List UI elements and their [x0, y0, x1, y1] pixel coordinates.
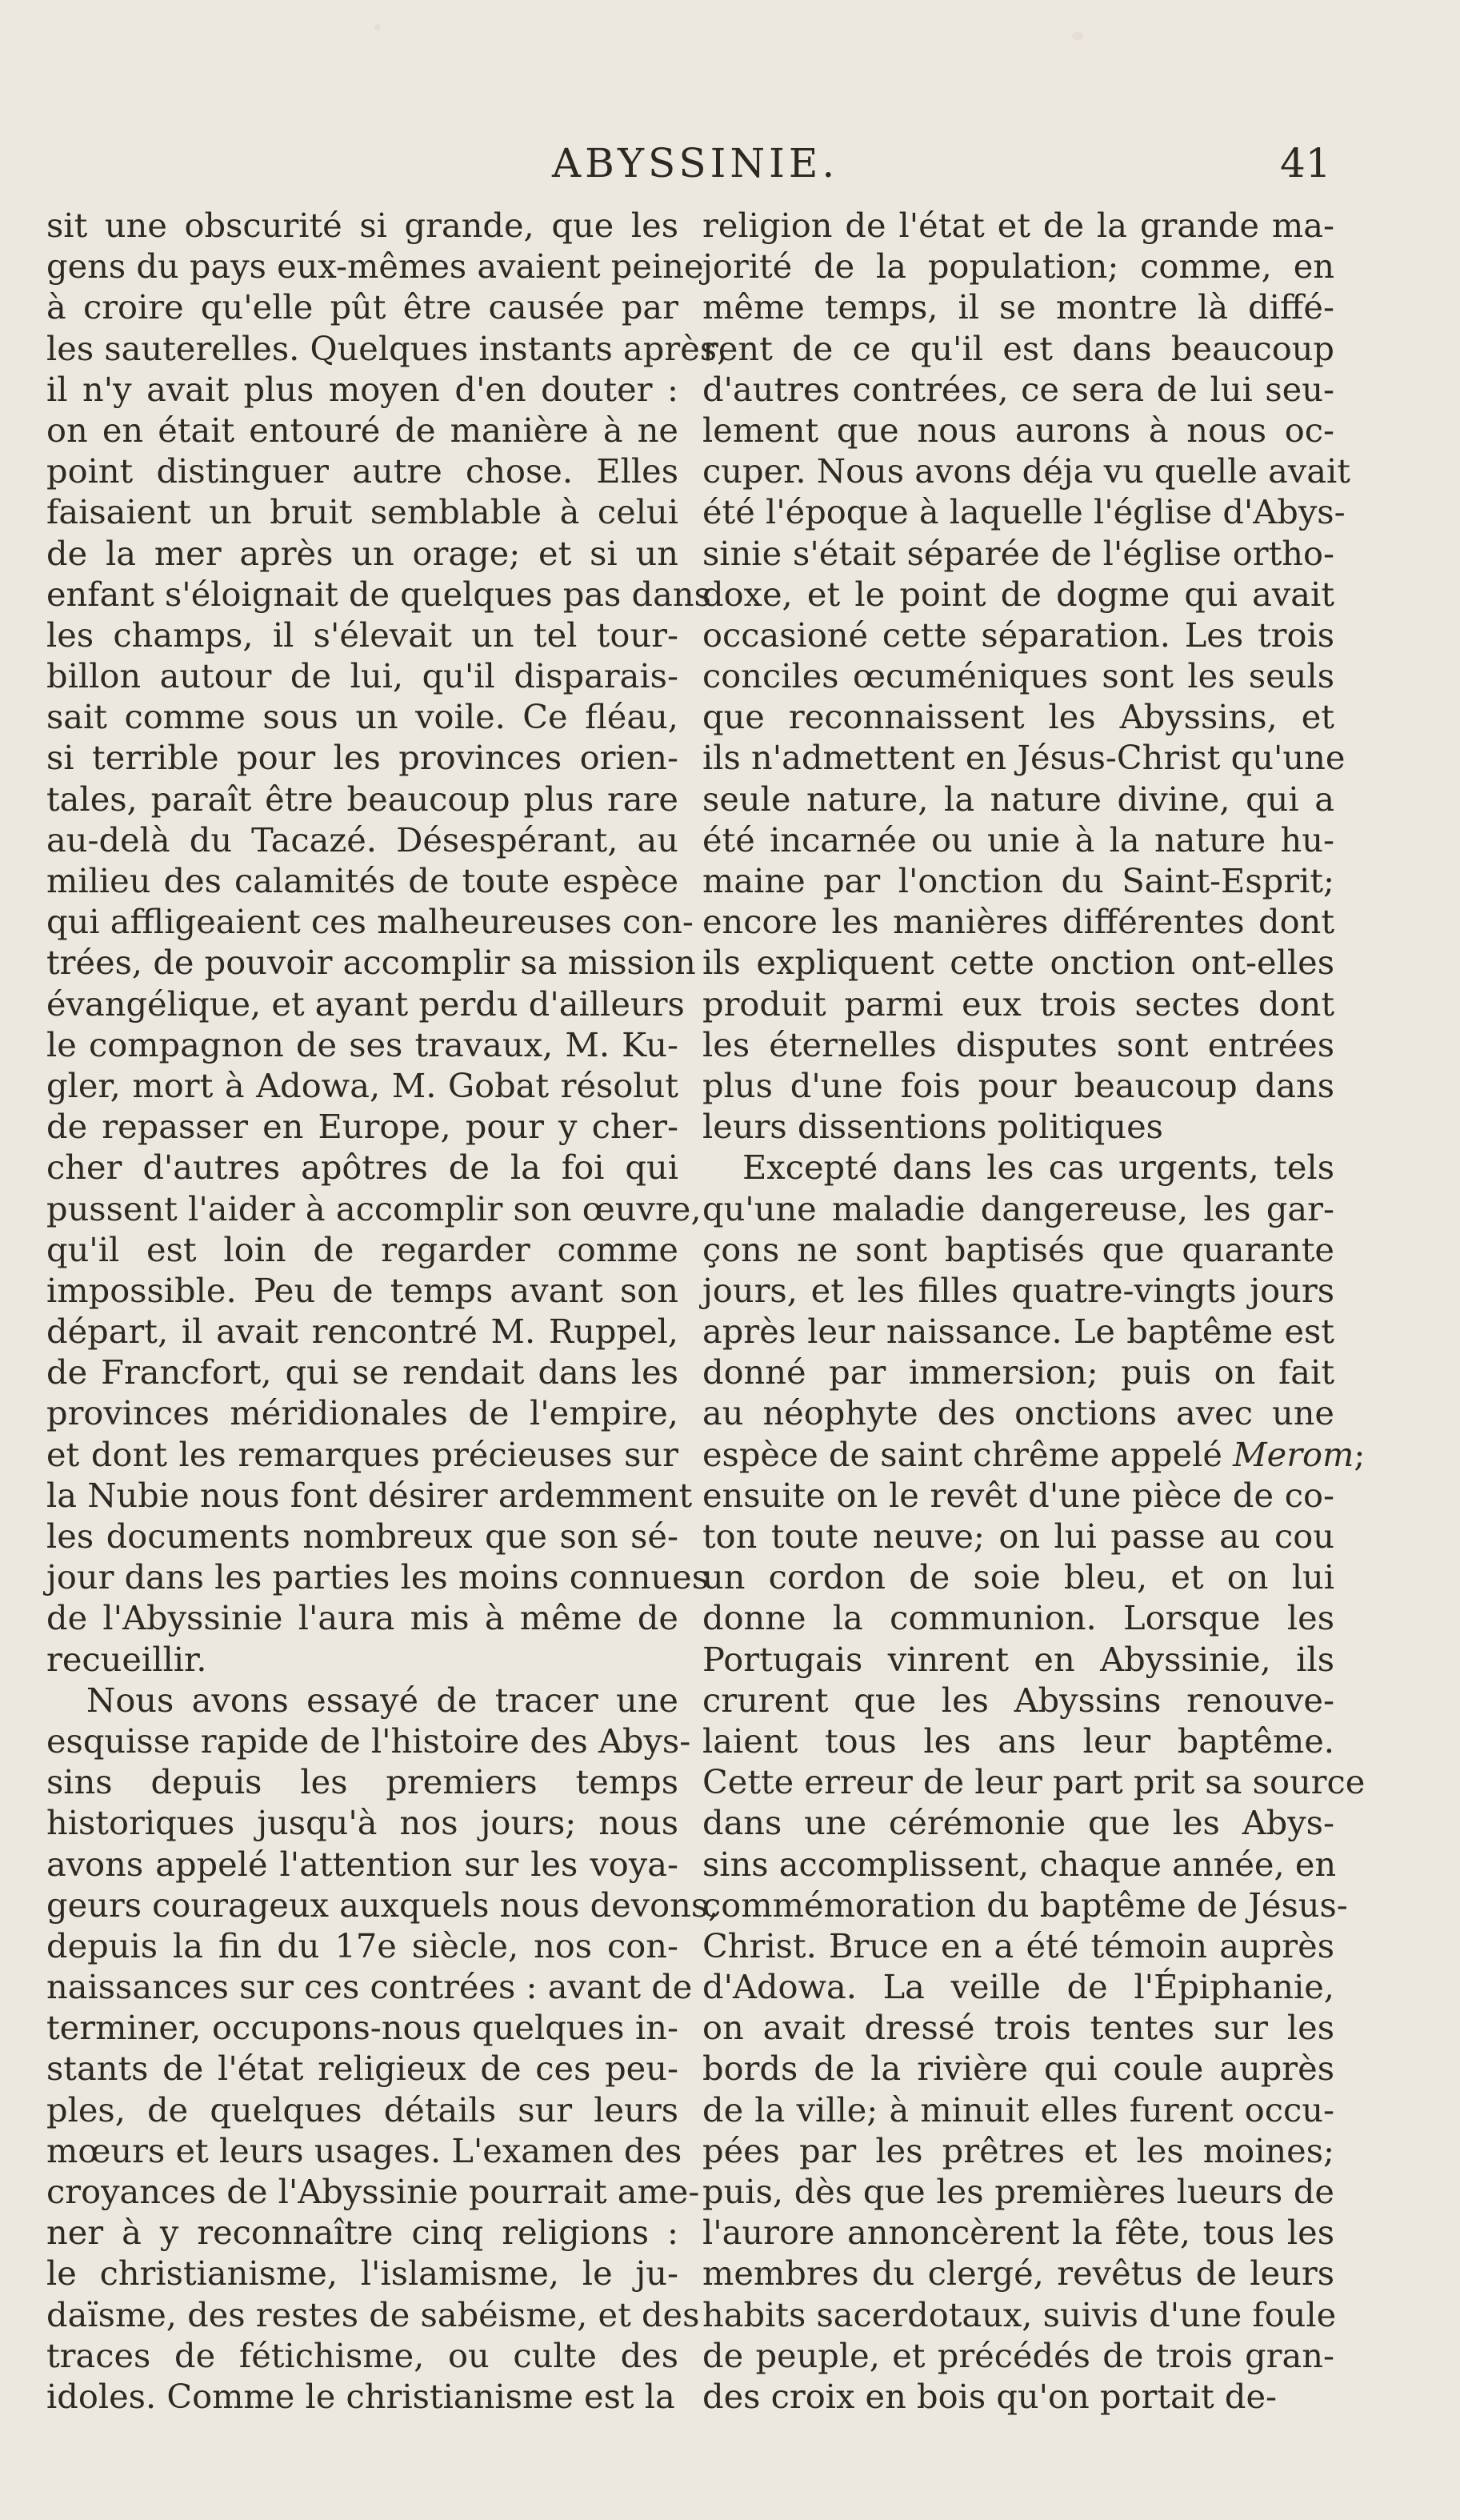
left-column-line: de la mer après un orage; et si un — [46, 533, 678, 573]
left-column-line: la Nubie nous font désirer ardemment — [46, 1475, 693, 1515]
left-column-line: stants de l'état religieux de ces peu- — [46, 2049, 678, 2089]
right-column-line: d'autres contrées, ce sera de lui seu- — [702, 369, 1334, 409]
right-column-line: bords de la rivière qui coule auprès — [702, 2049, 1334, 2089]
right-column-line: produit parmi eux trois sectes dont — [702, 984, 1334, 1024]
right-column-line: Excepté dans les cas urgents, tels — [742, 1148, 1334, 1188]
right-column-line: au néophyte des onctions avec une — [702, 1393, 1334, 1433]
right-column-line: maine par l'onction du Saint-Esprit; — [702, 861, 1334, 900]
paper-stain — [374, 24, 381, 30]
right-column-line: encore les manières différentes dont — [702, 902, 1334, 942]
left-column-line: geurs courageux auxquels nous devons, — [46, 1885, 719, 1925]
left-column-line: gler, mort à Adowa, M. Gobat résolut — [46, 1065, 678, 1105]
left-column-line: si terrible pour les provinces orien- — [46, 738, 678, 778]
left-column-line: tales, paraît être beaucoup plus rare — [46, 779, 678, 819]
right-column-line: d'Adowa. La veille de l'Épiphanie, — [702, 1967, 1334, 2007]
left-column-line: impossible. Peu de temps avant son — [46, 1270, 678, 1310]
right-column-line: des croix en bois qu'on portait de- — [702, 2376, 1278, 2416]
right-column-line: lement que nous aurons à nous oc- — [702, 410, 1334, 450]
right-column-line: conciles œcuméniques sont les seuls — [702, 656, 1334, 696]
left-column-line: de Francfort, qui se rendait dans les — [46, 1352, 678, 1392]
right-column-line: de la ville; à minuit elles furent occu- — [702, 2089, 1334, 2129]
left-text-column — [46, 205, 728, 2417]
paper-stain — [1072, 32, 1083, 40]
right-column-line: occasioné cette séparation. Les trois — [702, 615, 1334, 655]
right-column-line: jours, et les filles quatre-vingts jours — [702, 1270, 1334, 1310]
left-column-line: mœurs et leurs usages. L'examen des — [46, 2130, 682, 2170]
left-column-line: les sauterelles. Quelques instants après, — [46, 328, 728, 368]
left-column-line: au-delà du Tacazé. Désespérant, au — [46, 819, 678, 859]
right-column-line: ils expliquent cette onction ont-elles — [702, 943, 1334, 983]
left-column-line: il n'y avait plus moyen d'en douter : — [46, 369, 678, 409]
left-column-line: avons appelé l'attention sur les voya- — [46, 1844, 678, 1884]
left-column-line: Nous avons essayé de tracer une — [86, 1680, 678, 1720]
left-column-line: cher d'autres apôtres de la foi qui — [46, 1148, 678, 1188]
left-column-line: esquisse rapide de l'histoire des Abys- — [46, 1721, 691, 1761]
right-column-line: commémoration du baptême de Jésus- — [702, 1885, 1348, 1925]
left-column-line: provinces méridionales de l'empire, — [46, 1393, 678, 1433]
left-column-line: ples, de quelques détails sur leurs — [46, 2089, 678, 2129]
left-column-line: évangélique, et ayant perdu d'ailleurs — [46, 984, 685, 1024]
left-column-line: traces de fétichisme, ou culte des — [46, 2335, 678, 2375]
left-column-line: billon autour de lui, qu'il disparais- — [46, 656, 678, 696]
right-column-line: laient tous les ans leur baptême. — [702, 1721, 1334, 1761]
left-column-line: daïsme, des restes de sabéisme, et des — [46, 2294, 700, 2334]
right-column-line: jorité de la population; comme, en — [702, 246, 1334, 286]
right-column-line: dans une cérémonie que les Abys- — [702, 1803, 1334, 1843]
left-column-line: à croire qu'elle pût être causée par — [46, 287, 678, 327]
left-column-line: idoles. Comme le christianisme est la — [46, 2376, 675, 2416]
right-column-line: été l'époque à laquelle l'église d'Abys- — [702, 492, 1346, 532]
left-column-line: de repasser en Europe, pour y cher- — [46, 1107, 678, 1147]
right-column-line: sins accomplissent, chaque année, en — [702, 1844, 1337, 1884]
right-column-line: membres du clergé, revêtus de leurs — [702, 2254, 1334, 2294]
right-column-line: crurent que les Abyssins renouve- — [702, 1680, 1334, 1720]
right-column-line: qu'une maladie dangereuse, les gar- — [702, 1188, 1334, 1228]
right-column-line: donne la communion. Lorsque les — [702, 1598, 1334, 1638]
right-text-column — [702, 205, 1366, 2417]
left-column-line: sins depuis les premiers temps — [46, 1762, 678, 1802]
right-column-line: que reconnaissent les Abyssins, et — [702, 697, 1334, 737]
left-column-line: enfant s'éloignait de quelques pas dans — [46, 574, 711, 614]
right-column-line: Cette erreur de leur part prit sa source — [702, 1762, 1366, 1802]
right-column-line: leurs dissentions politiques — [702, 1107, 1163, 1147]
right-column-line: de peuple, et précédés de trois gran- — [702, 2335, 1334, 2375]
left-column-line: depuis la fin du 17e siècle, nos con- — [46, 1925, 678, 1965]
right-column-line: sinie s'était séparée de l'église ortho- — [702, 533, 1334, 573]
right-column-line: Christ. Bruce en a été témoin auprès — [702, 1925, 1334, 1965]
left-column-line: naissances sur ces contrées : avant de — [46, 1967, 693, 2007]
left-column-line: croyances de l'Abyssinie pourrait ame- — [46, 2172, 700, 2211]
left-column-line: recueillir. — [46, 1639, 207, 1679]
left-column-line: le christianisme, l'islamisme, le ju- — [46, 2254, 678, 2294]
left-column-line: point distinguer autre chose. Elles — [46, 451, 678, 491]
left-column-line: terminer, occupons-nous quelques in- — [46, 2008, 678, 2048]
right-column-line: plus d'une fois pour beaucoup dans — [702, 1065, 1334, 1105]
right-column-line: seule nature, la nature divine, qui a — [702, 779, 1334, 819]
right-column-line: habits sacerdotaux, suivis d'une foule — [702, 2294, 1337, 2334]
left-column-line: et dont les remarques précieuses sur — [46, 1434, 678, 1474]
left-column-line: gens du pays eux-mêmes avaient peine — [46, 246, 704, 286]
right-column-line: religion de l'état et de la grande ma- — [702, 206, 1334, 245]
right-column-line: ils n'admettent en Jésus-Christ qu'une — [702, 738, 1346, 778]
left-column-line: le compagnon de ses travaux, M. Ku- — [46, 1024, 678, 1064]
left-column-line: trées, de pouvoir accomplir sa mission — [46, 943, 696, 983]
right-column-line: les éternelles disputes sont entrées — [702, 1024, 1334, 1064]
right-column-line: ton toute neuve; on lui passe au cou — [702, 1516, 1334, 1556]
left-column-line: on en était entouré de manière à ne — [46, 410, 678, 450]
left-column-line: les documents nombreux que son sé- — [46, 1516, 678, 1556]
left-column-line: historiques jusqu'à nos jours; nous — [46, 1803, 678, 1843]
left-column-line: départ, il avait rencontré M. Ruppel, — [46, 1312, 678, 1352]
right-column-line: Portugais vinrent en Abyssinie, ils — [702, 1639, 1334, 1679]
right-column-line: donné par immersion; puis on fait — [702, 1352, 1334, 1392]
right-column-line: l'aurore annoncèrent la fête, tous les — [702, 2213, 1334, 2253]
left-column-line: milieu des calamités de toute espèce — [46, 861, 678, 900]
right-column-line: après leur naissance. Le baptême est — [702, 1312, 1334, 1352]
left-column-line: de l'Abyssinie l'aura mis à même de — [46, 1598, 678, 1638]
left-column-line: sit une obscurité si grande, que les — [46, 206, 678, 245]
right-column-line: espèce de saint chrême appelé Merom; — [702, 1434, 1366, 1474]
left-column-line: jour dans les parties les moins connues — [46, 1557, 710, 1597]
left-column-line: sait comme sous un voile. Ce fléau, — [46, 697, 678, 737]
right-column-line: un cordon de soie bleu, et on lui — [702, 1557, 1334, 1597]
left-column-line: qu'il est loin de regarder comme — [46, 1229, 678, 1269]
left-column-line: ner à y reconnaître cinq religions : — [46, 2213, 678, 2253]
right-column-line: puis, dès que les premières lueurs de — [702, 2172, 1334, 2211]
right-column-line: çons ne sont baptisés que quarante — [702, 1229, 1334, 1269]
right-column-line: pées par les prêtres et les moines; — [702, 2130, 1334, 2170]
running-title: ABYSSINIE. — [552, 140, 839, 186]
right-column-line: doxe, et le point de dogme qui avait — [702, 574, 1334, 614]
left-column-line: pussent l'aider à accomplir son œuvre, — [46, 1188, 702, 1228]
page-number: 41 — [1280, 140, 1331, 186]
right-column-line: on avait dressé trois tentes sur les — [702, 2008, 1334, 2048]
left-column-line: faisaient un bruit semblable à celui — [46, 492, 678, 532]
left-column-line: les champs, il s'élevait un tel tour- — [46, 615, 678, 655]
right-column-line: rent de ce qu'il est dans beaucoup — [702, 328, 1334, 368]
page-header — [0, 134, 1460, 198]
left-column-line: qui affligeaient ces malheureuses con- — [46, 902, 694, 942]
right-column-line: même temps, il se montre là diffé- — [702, 287, 1334, 327]
right-column-line: été incarnée ou unie à la nature hu- — [702, 819, 1334, 859]
right-column-line: ensuite on le revêt d'une pièce de co- — [702, 1475, 1334, 1515]
right-column-line: cuper. Nous avons déja vu quelle avait — [702, 451, 1350, 491]
